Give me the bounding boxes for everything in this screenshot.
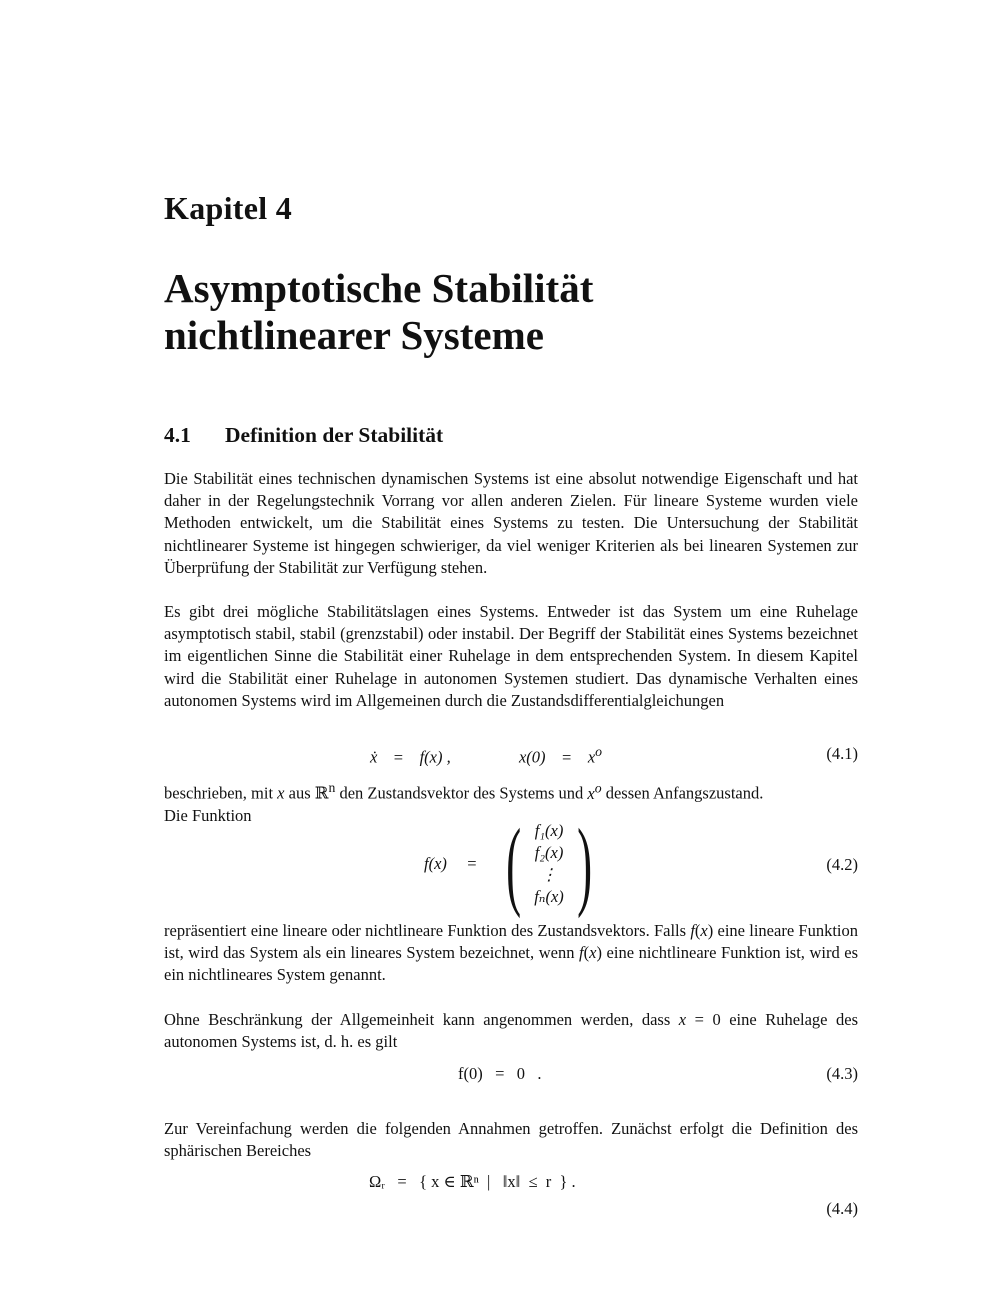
p5-part-a: Ohne Beschränkung der Allgemeinheit kann angenommen werden, dass	[164, 1010, 671, 1029]
section-number: 4.1	[164, 423, 191, 447]
paragraph-5	[164, 1009, 858, 1053]
eq1-sup: o	[595, 744, 603, 759]
chapter-label: Kapitel 4	[164, 190, 293, 226]
paragraph-3-text: beschrieben, mit x aus ℝ$^n$ den Zustandsvektor des Systems und $x^o$ dessen Anfangszustand. Die Funktion	[164, 780, 764, 825]
equation-4-4: Ωᵣ = { x ∈ ℝⁿ | ‖x‖ ≤ r } .	[369, 1172, 576, 1191]
chapter-title	[164, 265, 864, 359]
eq2-row: fₙ(x)	[534, 886, 564, 906]
paragraph-2	[164, 601, 858, 712]
eq2-lhs: f(x)	[424, 853, 447, 873]
right-paren-icon: )	[576, 808, 592, 919]
eq1-equals: =	[393, 747, 404, 767]
p3-part-a: beschrieben, mit	[164, 783, 274, 803]
p3-var-x: x	[277, 783, 285, 803]
eq2-row: f₂(x)	[534, 842, 564, 862]
section-heading	[164, 423, 443, 448]
paragraph-6	[164, 1118, 858, 1162]
eq2-equals: =	[467, 853, 477, 873]
paragraph-5-text: Ohne Beschränkung der Allgemeinheit kann angenommen werden, dass x = 0 eine Ruhelage des autonomen Systems ist, d. h. es gilt	[164, 1010, 858, 1052]
chapter-title-line2: nichtlinearer Systeme	[164, 312, 544, 358]
equation-number-4-1: (4.1)	[826, 744, 858, 763]
eq1-rhs: f(x) ,	[419, 747, 451, 767]
p4-part-a: repräsentiert eine lineare oder nichtlineare Funktion des Zustandsvektors. Falls	[164, 921, 687, 940]
p3-part-d: dessen Anfangszustand.	[605, 783, 764, 803]
p3-part-c: den Zustandsvektor des Systems und	[339, 783, 584, 803]
p3-part-b: aus	[288, 783, 311, 803]
paragraph-4-text: repräsentiert eine lineare oder nichtlineare Funktion des Zustandsvektors. Falls f(x) eine lineare Funktion ist, wird das System als ein lineares System bezeichnet, wenn f(x) eine nichtlineare Funktion ist, wird es ein nichtlineares System genannt.	[164, 921, 859, 985]
eq2-row: ⋮	[540, 864, 558, 884]
equation-4-1	[370, 744, 602, 768]
eq1-lhs: ẋ	[370, 747, 378, 767]
p3-part-e: Die Funktion	[164, 805, 252, 825]
equation-4-2	[424, 808, 601, 919]
paragraph-4	[164, 920, 858, 987]
paragraph-6-text: Zur Vereinfachung werden die folgenden Annahmen getroffen. Zunächst erfolgt die Definition des sphärischen Bereiches	[164, 1119, 858, 1161]
p5-part-b: eine Ruhelage des autonomen Systems ist, d. h. es gilt	[164, 1010, 858, 1052]
p4-part-c: eine nichtlineare Funktion ist, wird es ein nichtlineares System genannt.	[164, 943, 859, 985]
chapter-title-line1: Asymptotische Stabilität	[164, 265, 594, 311]
eq1-lhs2: x(0)	[518, 747, 546, 767]
equation-number-4-2: (4.2)	[826, 855, 858, 874]
paragraph-1-text: Die Stabilität eines technischen dynamischen Systems ist eine absolut notwendige Eigenschaft und hat daher in der Regelungstechnik Vorrang vor allen anderen Zielen. Für lineare Systeme wurden viele Methoden entwickelt, um die Stabilität eines Systems zu testen. Die Untersuchung der Stabilität nichtlinearer Systeme ist hingegen schwieriger, da viel weniger Kriterien als bei linearen Systemen zur Überprüfung der Stabilität zur Verfügung stehen.	[164, 469, 858, 577]
eq1-equals2: =	[562, 747, 572, 767]
eq1-rhs2: x	[587, 747, 596, 767]
section-title: Definition der Stabilität	[225, 423, 444, 447]
p3-var-xo: $x^o$	[587, 780, 602, 803]
paragraph-2-text: Es gibt drei mögliche Stabilitätslagen eines Systems. Entweder ist das System um eine Ruhelage asymptotisch stabil, stabil (grenzstabil) oder instabil. Der Begriff der Stabilität eines Systems bezeichnet im eigentlichen Sinne die Stabilität einer Ruhelage in dem entsprechenden System. In diesem Kapitel wird die Stabilität einer Ruhelage in autonomen Systemen studiert. Das dynamische Verhalten eines autonomen Systems wird im Allgemeinen durch die Zustandsdifferentialgleichungen	[164, 602, 858, 710]
eq2-vector	[530, 820, 568, 908]
equation-4-3: f(0) = 0 .	[458, 1064, 542, 1083]
eq2-row: f₁(x)	[534, 820, 564, 840]
equation-number-4-4: (4.4)	[826, 1199, 858, 1218]
paragraph-1	[164, 468, 858, 579]
equation-number-4-3: (4.3)	[826, 1064, 858, 1083]
p4-part-b: eine lineare Funktion ist, wird das System als ein lineares System bezeichnet, wenn	[164, 921, 858, 963]
left-paren-icon: (	[506, 808, 522, 919]
